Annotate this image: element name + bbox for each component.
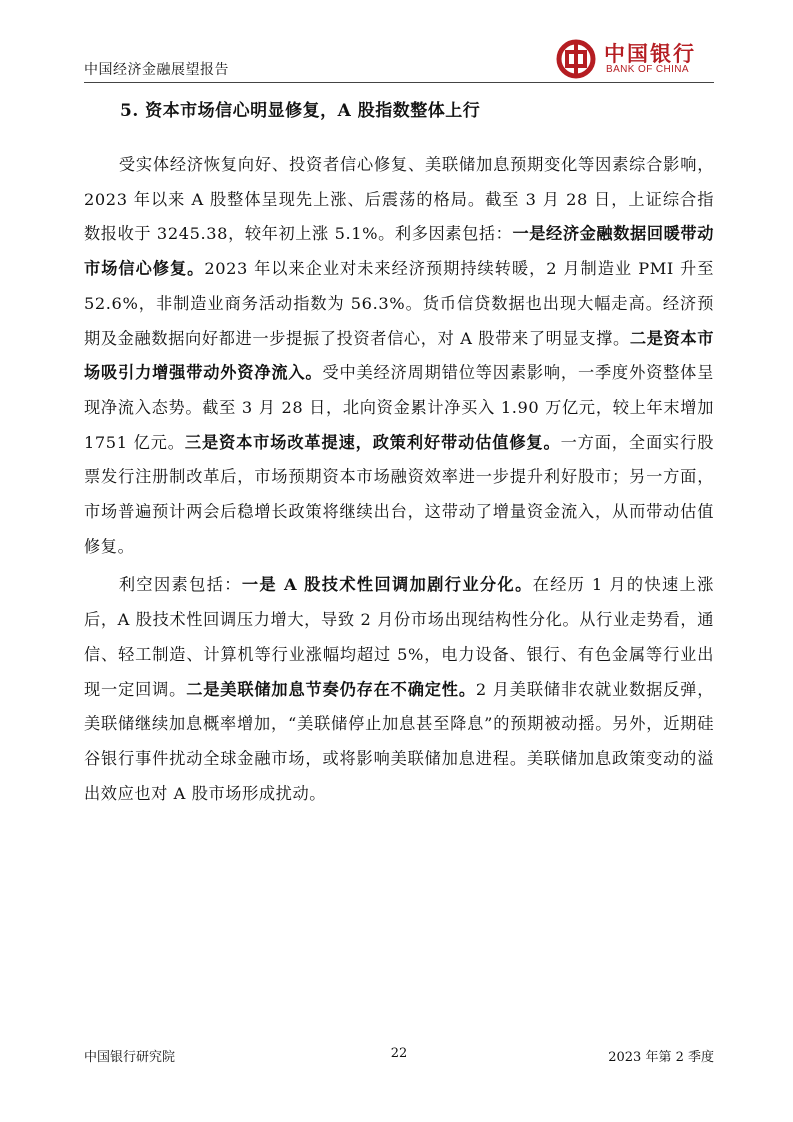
- text-run: 2 月美联储非农就业数据反弹，美联储继续加息概率增加，“美联储停止加息甚至降息”的预期被动摇。另外，近期硅谷银行事件扰动全球金融市场，或将影响美联储加息进程。美联储加息政策变动的溢出效应也对 A 股市场形成扰动。: [84, 679, 715, 803]
- page-header: [84, 38, 714, 82]
- text-run: 受中美经济周期错位等因素影响，一季度外资整体呈现净流入态势。截至 3 月 28 日，北向资金累计净买入 1.90 万亿元，较上年末增加 1751 亿元。: [84, 363, 714, 452]
- paragraph: [84, 148, 714, 564]
- text-run: 在经历 1 月的快速上涨后，A 股技术性回调压力增大，导致 2 月份市场出现结构性分化。从行业走势看，通信、轻工制造、计算机等行业涨幅均超过 5%，电力设备、银行、有色金属等行业出现一定回调。: [84, 575, 714, 699]
- logo-english-name: BANK OF CHINA: [606, 64, 689, 75]
- bold-key-point: 一是经济金融数据回暖带动市场信心修复。: [84, 224, 714, 279]
- paragraph: [84, 568, 714, 811]
- text-run: 利空因素包括：: [118, 575, 242, 595]
- header-divider: [84, 82, 714, 83]
- text-run: 受实体经济恢复向好、投资者信心修复、美联储加息预期变化等因素综合影响，2023 年以来 A 股整体呈现先上涨、后震荡的格局。截至 3 月 28 日，上证综合指数报收于 3245.38，较年初上涨 5.1%。利多因素包括：: [84, 155, 714, 244]
- section-heading: 5. 资本市场信心明显修复，A 股指数整体上行: [120, 101, 481, 121]
- page-number: 22: [390, 1046, 408, 1061]
- footer-institution: 中国银行研究院: [84, 1050, 176, 1065]
- text-run: 一方面，全面实行股票发行注册制改革后，市场预期资本市场融资效率进一步提升利好股市；另一方面，市场普遍预计两会后稳增长政策将继续出台，这带动了增量资金流入，从而带动估值修复。: [84, 432, 714, 556]
- body-text: [84, 148, 714, 811]
- text-run: 2023 年以来企业对未来经济预期持续转暖，2 月制造业 PMI 升至 52.6%，非制造业商务活动指数为 56.3%。货币信贷数据也出现大幅走高。经济预期及金融数据向好都进一步提振了投资者信心，对 A 股带来了明显支撑。: [84, 259, 715, 348]
- report-title: 中国经济金融展望报告: [84, 62, 229, 78]
- bold-key-point: 一是 A 股技术性回调加剧行业分化。: [241, 575, 533, 595]
- bold-key-point: 二是资本市场吸引力增强带动外资净流入。: [84, 328, 714, 383]
- bold-key-point: 三是资本市场改革提速，政策利好带动估值修复。: [184, 432, 561, 452]
- bank-of-china-emblem-icon: [554, 39, 598, 79]
- footer-quarter: 2023 年第 2 季度: [608, 1050, 714, 1065]
- logo-chinese-name: 中国银行: [604, 41, 696, 66]
- bold-key-point: 二是美联储加息节奏仍存在不确定性。: [186, 679, 476, 699]
- bank-logo: [554, 38, 714, 78]
